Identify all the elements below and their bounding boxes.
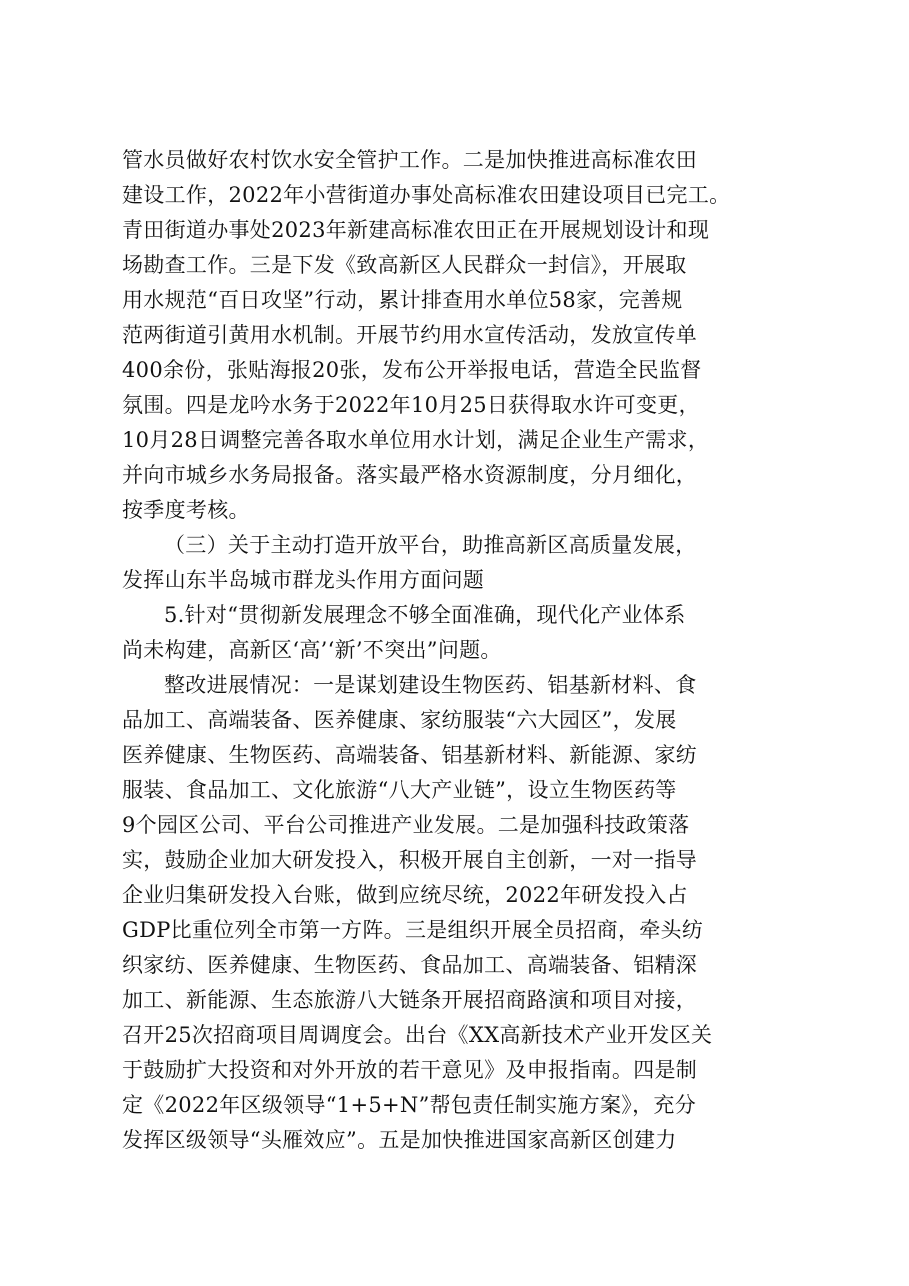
text-line: GDP比重位列全市第一方阵。三是组织开展全员招商，牵头纺 [122,918,704,942]
text-line: 按季度考核。 [122,498,250,522]
text-line: 整改进展情况：一是谋划建设生物医药、铝基新材料、食 [164,673,697,697]
text-line: 定《2022年区级领导“1+5+N”帮包责任制实施方案》，充分 [122,1093,697,1117]
text-line: 医养健康、生物医药、高端装备、铝基新材料、新能源、家纺 [122,743,698,767]
issue-item-line: 5.针对“贯彻新发展理念不够全面准确，现代化产业体系 [164,603,686,627]
text-line: 范两街道引黄用水机制。开展节约用水宣传活动，发放宣传单 [122,323,698,347]
text-line: 企业归集研发投入台账，做到应统尽统，2022年研发投入占 [122,883,688,907]
text-line: 400余份，张贴海报20张，发布公开举报电话，营造全民监督 [122,358,702,382]
text-line: 建设工作，2022年小营街道办事处高标准农田建设项目已完工。 [122,183,731,207]
text-line: 管水员做好农村饮水安全管护工作。二是加快推进高标准农田 [122,148,698,172]
text-line: 品加工、高端装备、医养健康、家纺服装“六大园区”，发展 [122,708,677,732]
body-text [122,143,812,1158]
text-line: 9个园区公司、平台公司推进产业发展。二是加强科技政策落 [122,813,690,837]
issue-item-line: 尚未构建，高新区‘高’‘新’不突出”问题。 [122,638,502,662]
text-line: 10月28日调整完善各取水单位用水计划，满足企业生产需求， [122,428,710,452]
text-line: 服装、食品加工、文化旅游“八大产业链”，设立生物医药等 [122,778,677,802]
text-line: 召开25次招商项目周调度会。出台《XX高新技术产业开发区关 [122,1023,713,1047]
section-heading-line: 发挥山东半岛城市群龙头作用方面问题 [122,568,485,592]
text-line: 织家纺、医养健康、生物医药、食品加工、高端装备、铝精深 [122,953,698,977]
text-line: 场勘查工作。三是下发《致高新区人民群众一封信》，开展取 [122,253,687,277]
section-heading-line: （三）关于主动打造开放平台，助推高新区高质量发展， [164,533,697,557]
text-line: 用水规范“百日攻坚”行动，累计排查用水单位58家，完善规 [122,288,683,312]
text-line: 并向市城乡水务局报备。落实最严格水资源制度，分月细化， [122,463,698,487]
text-line: 发挥区级领导“头雁效应”。五是加快推进国家高新区创建力 [122,1128,677,1152]
text-line: 加工、新能源、生态旅游八大链条开展招商路演和项目对接， [122,988,698,1012]
text-line: 青田街道办事处2023年新建高标准农田正在开展规划设计和现 [122,218,710,242]
text-line: 氛围。四是龙吟水务于2022年10月25日获得取水许可变更， [122,393,700,417]
text-line: 实，鼓励企业加大研发投入，积极开展自主创新，一对一指导 [122,848,698,872]
text-line: 于鼓励扩大投资和对外开放的若干意见》及申报指南。四是制 [122,1058,698,1082]
